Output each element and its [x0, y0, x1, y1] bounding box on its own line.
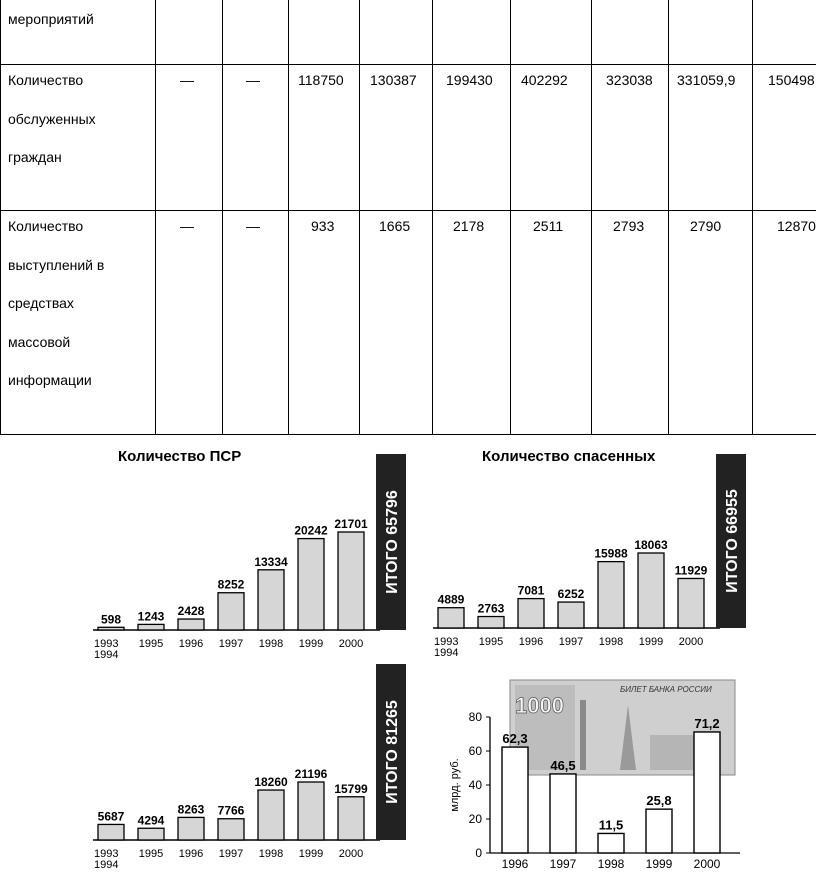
x-tick-label: 2000	[338, 848, 364, 860]
table-cell: —	[246, 218, 260, 234]
x-tick-label: 1995	[138, 848, 164, 860]
x-tick-label: 1997	[218, 638, 244, 650]
bar	[98, 824, 124, 840]
x-tick-label: 1998	[597, 857, 625, 871]
bar	[98, 627, 124, 630]
x-tick-label: 1994	[94, 649, 119, 661]
bar-value-label: 18260	[254, 775, 288, 790]
table-divider	[510, 0, 511, 435]
table-cell: —	[180, 72, 194, 88]
x-tick-label: 2000	[693, 857, 721, 871]
table-cell: 323038	[606, 72, 653, 88]
table-border	[0, 0, 1, 435]
table-divider	[432, 0, 433, 435]
row-label-line: массовой	[8, 333, 71, 350]
table-divider	[359, 0, 360, 435]
x-tick-label: 1994	[94, 859, 119, 871]
y-axis-label: млрд. руб.	[449, 758, 461, 812]
x-tick-label: 1999	[645, 857, 673, 871]
bar	[258, 790, 284, 840]
bar-value-label: 2763	[477, 601, 505, 616]
x-tick-label: 1996	[518, 636, 544, 648]
y-tick-label: 60	[468, 744, 482, 758]
bar-value-label: 13334	[254, 554, 288, 569]
table-cell: 2178	[453, 218, 485, 234]
table-divider	[288, 0, 289, 435]
chart-title-saved: Количество спасенных	[482, 448, 656, 465]
bar	[518, 599, 544, 628]
table-divider	[222, 0, 223, 435]
row-label-line: средствах	[8, 295, 74, 311]
row-label	[8, 61, 96, 177]
bar-value-label: 4889	[437, 592, 465, 607]
bar-value-label: 25,8	[646, 793, 672, 809]
bar	[502, 747, 528, 853]
x-tick-label: 1996	[178, 848, 204, 860]
table-cell: 2793	[613, 218, 645, 234]
money-bar-chart	[440, 675, 740, 874]
bar	[178, 817, 204, 840]
row-label-line: Количество	[8, 72, 84, 88]
x-tick-label: 1999	[298, 638, 324, 650]
bar	[550, 774, 576, 853]
bar	[218, 819, 244, 840]
bar-value-label: 71,2	[694, 715, 720, 731]
bar	[694, 732, 720, 853]
row-label-line: выступлений в	[8, 256, 105, 273]
table-cell: 331059,9	[677, 72, 736, 88]
table-bottom-border	[0, 434, 816, 435]
y-tick-label: 80	[468, 710, 482, 724]
bar-value-label: 7766	[217, 803, 245, 818]
bar	[598, 562, 624, 628]
bar-value-label: 8252	[217, 577, 245, 592]
bar	[138, 624, 164, 630]
table-cell: 199430	[446, 72, 493, 88]
bar-value-label: 15799	[334, 781, 368, 796]
table-divider	[155, 0, 156, 435]
bar	[338, 797, 364, 840]
table-cell: 2511	[533, 218, 564, 234]
row-label-line: мероприятий	[8, 11, 94, 27]
bar-value-label: 15988	[594, 546, 628, 561]
bar-value-label: 7081	[517, 583, 545, 598]
bar	[646, 809, 672, 853]
table-divider	[752, 0, 753, 435]
total-label: ИТОГО 81265	[384, 700, 401, 804]
x-tick-label: 1997	[558, 636, 584, 648]
bar-value-label: 20242	[294, 523, 328, 538]
row-label-line: Количество	[8, 218, 84, 234]
bar-value-label: 11,5	[598, 817, 624, 833]
bar-value-label: 598	[100, 612, 122, 627]
x-tick-label: 1998	[258, 848, 284, 860]
bar	[298, 539, 324, 630]
x-tick-label: 1998	[598, 636, 624, 648]
bar-value-label: 62,3	[502, 731, 528, 747]
table-cell: 150498	[768, 72, 815, 88]
bar-value-label: 8263	[177, 802, 205, 817]
row-label	[8, 0, 94, 39]
table-cell: —	[180, 218, 194, 234]
row-label	[8, 207, 104, 400]
saved-bar-chart	[425, 452, 755, 670]
x-tick-label: 1999	[298, 848, 324, 860]
table-divider	[591, 0, 592, 435]
table-cell: 2790	[690, 218, 722, 234]
bar	[218, 593, 244, 630]
bar-value-label: 4294	[137, 813, 165, 828]
x-tick-label: 1995	[138, 638, 164, 650]
x-tick-label: 1993	[434, 636, 459, 648]
table-cell: 118750	[298, 72, 344, 88]
x-tick-label: 1995	[478, 636, 504, 648]
x-tick-label: 1996	[501, 857, 529, 871]
x-tick-label: 1997	[218, 848, 244, 860]
row-label-line: информации	[8, 372, 92, 388]
y-tick-label: 0	[475, 846, 482, 860]
y-tick-label: 20	[468, 812, 482, 826]
bar-value-label: 11929	[674, 563, 708, 578]
bar	[298, 782, 324, 840]
bar	[438, 608, 464, 628]
x-tick-label: 1993	[94, 638, 119, 650]
bar-value-label: 21701	[334, 517, 368, 531]
bar-value-label: 46,5	[550, 757, 576, 773]
banknote-number: 1000	[515, 693, 564, 718]
bar	[338, 532, 364, 630]
row-label-line: обслуженных	[8, 110, 96, 127]
bar-value-label: 2428	[177, 604, 205, 619]
x-tick-label: 1994	[434, 647, 459, 659]
x-tick-label: 1993	[94, 848, 119, 860]
chart-title-psr: Количество ПСР	[118, 448, 242, 465]
bar	[258, 570, 284, 630]
table-cell: —	[246, 72, 260, 88]
bar	[138, 828, 164, 840]
banknote-text: БИЛЕТ БАНКА РОССИИ	[620, 685, 712, 694]
table-cell: 1665	[379, 218, 411, 234]
bar-value-label: 18063	[634, 538, 668, 552]
x-tick-label: 2000	[678, 636, 704, 648]
bar-value-label: 1243	[137, 609, 165, 624]
total-label: ИТОГО 65796	[384, 490, 401, 594]
bar-value-label: 6252	[557, 587, 585, 602]
psr-bar-chart	[85, 452, 415, 670]
x-tick-label: 1999	[638, 636, 664, 648]
x-tick-label: 2000	[338, 638, 364, 650]
bar	[678, 578, 704, 628]
third-bar-chart	[85, 660, 415, 874]
bar	[598, 833, 624, 853]
table-divider	[668, 0, 669, 435]
bar-value-label: 21196	[294, 767, 328, 781]
x-tick-label: 1998	[258, 638, 284, 650]
bar-value-label: 5687	[97, 809, 125, 824]
bar	[478, 617, 504, 628]
row-label-line: граждан	[8, 149, 62, 165]
bar	[638, 553, 664, 628]
x-tick-label: 1997	[549, 857, 577, 871]
table-cell: 130387	[370, 72, 417, 88]
table-cell: 12870	[777, 218, 816, 234]
table-cell: 402292	[521, 72, 568, 88]
x-tick-label: 1996	[178, 638, 204, 650]
bar	[558, 602, 584, 628]
table-cell: 933	[311, 218, 335, 234]
y-tick-label: 40	[468, 778, 482, 792]
total-label: ИТОГО 66955	[724, 489, 741, 593]
bar	[178, 619, 204, 630]
